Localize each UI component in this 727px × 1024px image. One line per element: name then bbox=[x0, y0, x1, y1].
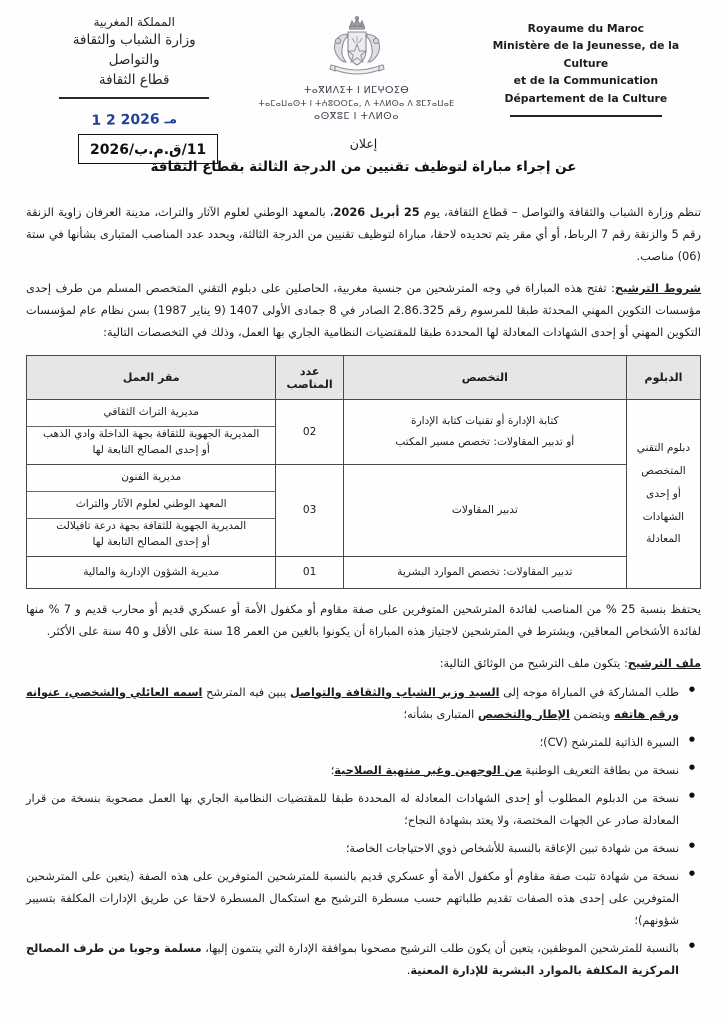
list-item: المديرية الجهوية للثقافة بجهة الداخلة وادي الذهب bbox=[43, 428, 260, 441]
diploma-line-1: دبلوم التقني bbox=[636, 442, 691, 455]
header-kingdom-fr: Royaume du Maroc bbox=[527, 22, 645, 35]
conditions-paragraph bbox=[26, 277, 701, 344]
specialty-line-1: كتابة الإدارة أو تقنيات كتابة الإدارة bbox=[411, 415, 559, 428]
table-cell-diploma bbox=[626, 400, 700, 588]
document-body bbox=[0, 201, 727, 982]
table-cell-specialty: تدبير المقاولات: تخصص الموارد البشرية bbox=[343, 556, 626, 588]
doc-1-bold-1: السيد وزير الشباب والثقافة والتواصل bbox=[290, 685, 500, 699]
list-item bbox=[26, 732, 679, 754]
table-row bbox=[27, 400, 701, 465]
intro-text-before: تنظم وزارة الشباب والثقافة والتواصل – قطاع الثقافة، يوم bbox=[419, 205, 701, 219]
table-cell-location bbox=[27, 400, 276, 465]
doc-6-text: نسخة من شهادة تثبت صفة مقاوم أو مكفول الأمة أو عسكري قديم بالنسبة للمترشحين المتوفرين على هذه الصفة (يتعين على المترشحين المتوفرين على إحدى هذه الصفات تقديم طلباتهم حسب مسطرة الترشيح مع استكمال المسطرة لاحقا عن طريق الإدارات المكلفة بتسيير شؤونهم)؛ bbox=[26, 869, 679, 927]
table-cell-count: 01 bbox=[276, 556, 343, 588]
header-ministry-ar-line2: والتواصل bbox=[108, 51, 160, 68]
doc-7-part-1: بالنسبة للمترشحين الموظفين، يتعين أن يكون طلب الترشيح مصحوبا بموافقة الإدارة التي ينتمون إليها، bbox=[201, 941, 679, 955]
table-row bbox=[27, 465, 701, 557]
page-title: عن إجراء مباراة لتوظيف تقنيين من الدرجة الثالثة بقطاع الثقافة bbox=[150, 159, 577, 175]
list-item bbox=[26, 938, 679, 982]
reference-number-text: 11/ق.م.ب/2026 bbox=[90, 142, 207, 158]
table-header-specialty: التخصص bbox=[343, 356, 626, 400]
document-header bbox=[0, 0, 727, 130]
table-cell-location: مديرية الشؤون الإدارية والمالية bbox=[27, 556, 276, 588]
list-item: أو إحدى المصالح التابعة لها bbox=[92, 444, 210, 457]
conditions-label: شروط الترشيح bbox=[614, 280, 702, 295]
table-header-count-line1: عدد bbox=[299, 364, 320, 378]
doc-1-bold-2: اسمه العائلي والشخصي، عنوانه ورقم هاتفه bbox=[26, 685, 679, 721]
reference-number-box bbox=[78, 134, 218, 164]
list-item: مديرية الفنون bbox=[27, 465, 275, 492]
location-list bbox=[27, 400, 275, 464]
table-cell-specialty: تدبير المقاولات bbox=[343, 465, 626, 557]
doc-3-bold-1: من الوجهين وغير منتهية الصلاحية bbox=[334, 763, 522, 777]
intro-text-after: ، بالمعهد الوطني لعلوم الآثار والتراث، مدينة العرفان زاوية الزنقة رقم 5 والزنقة رقم 7 الرباط، أو أي مقر يتم تحديده لاحقا، مباراة لتوظيف تقنيين من الدرجة الثالثة، ويحدد عدد المناصب المتبارى بشأنها في ستة (06) مناصب. bbox=[26, 205, 701, 264]
doc-1-part-4: المتبارى بشأنه؛ bbox=[403, 707, 478, 721]
stamp-year: 2026 bbox=[120, 111, 160, 128]
doc-1-part-2: يبين فيه المترشح bbox=[202, 685, 291, 699]
morocco-coat-of-arms-icon bbox=[321, 16, 393, 82]
tifinagh-sector: ⴰⵙⴳⵓⵎ ⵏ ⵜⴷⵍⵙⴰ bbox=[314, 111, 400, 123]
header-ministry-fr-line1: Ministère de la Jeunesse, de la Culture bbox=[492, 39, 680, 70]
table-cell-specialty bbox=[343, 400, 626, 465]
positions-table bbox=[26, 355, 701, 588]
list-item bbox=[26, 838, 679, 860]
header-french-divider bbox=[510, 115, 662, 117]
tifinagh-ministry: ⵜⴰⵎⴰⵡⴰⵙⵜ ⵏ ⵜⵄⵓⵔⵔⵎⴰ, ⴷ ⵜⴷⵍⵙⴰ ⴷ ⵓⵎⵢⴰⵡⴰⴹ bbox=[258, 99, 455, 109]
list-item: المعهد الوطني لعلوم الآثار والتراث bbox=[27, 492, 275, 519]
diploma-line-5: المعادلة bbox=[646, 533, 681, 546]
exam-date: 25 أبريل 2026 bbox=[333, 205, 420, 219]
doc-5-text: نسخة من شهادة تبين الإعاقة بالنسبة للأشخاص ذوي الاحتياجات الخاصة؛ bbox=[345, 841, 679, 855]
header-center-block bbox=[242, 14, 470, 125]
list-item: المديرية الجهوية للثقافة بجهة درعة تافيلالت bbox=[56, 519, 247, 532]
intro-paragraph bbox=[26, 201, 701, 268]
header-kingdom-ar: المملكة المغربية bbox=[93, 15, 175, 29]
header-sector-ar: قطاع الثقافة bbox=[98, 71, 170, 88]
reference-title-row bbox=[0, 130, 727, 192]
specialty-line-2: أو تدبير المقاولات: تخصص مسير المكتب bbox=[395, 436, 575, 449]
doc-3-part-2: ؛ bbox=[330, 763, 335, 777]
table-cell-count: 03 bbox=[276, 465, 343, 557]
table-header-count-line2: المناصب bbox=[286, 377, 333, 391]
list-item bbox=[26, 760, 679, 782]
doc-1-part-3: ويتضمن bbox=[569, 707, 614, 721]
header-ministry-ar-line1: وزارة الشباب والثقافة bbox=[72, 32, 196, 49]
doc-4-text: نسخة من الدبلوم المطلوب أو إحدى الشهادات المعادلة له المحددة طبقا للمقتضيات النظامية الجاري بها العمل مصحوبة بنسخة من قرار المعادلة صادر عن الجهات المختصة، ولا يعتد بشهادة النجاح؛ bbox=[26, 791, 679, 827]
list-item bbox=[26, 866, 679, 932]
stamp-month: مـ bbox=[164, 111, 178, 128]
diploma-line-4: الشهادات bbox=[642, 510, 685, 523]
doc-7-part-2: . bbox=[406, 963, 411, 977]
header-department-fr: Département de la Culture bbox=[504, 91, 668, 105]
quota-paragraph: يحتفظ بنسبة 25 % من المناصب لفائدة المترشحين المتوفرين على صفة مقاوم أو مكفول الأمة أو عسكري قديم أو محارب قديم و 7 % منها لفائدة الأشخاص المعاقين، ويشترط في المترشحين لاجتياز هذه المباراة أن يكونوا بالغين من العمر 18 سنة على الأقل و 40 سنة على الأكثر. bbox=[26, 601, 702, 639]
list-item: مديرية التراث الثقافي bbox=[27, 400, 275, 427]
table-header-location: مقر العمل bbox=[27, 356, 276, 400]
table-header-count bbox=[276, 356, 343, 400]
file-section-intro-text: : يتكون ملف الترشيح من الوثائق التالية: bbox=[439, 656, 628, 671]
announcement-label: إعلان bbox=[349, 136, 378, 151]
header-arabic-divider bbox=[59, 97, 209, 99]
table-header-diploma: الدبلوم bbox=[626, 356, 700, 400]
table-header-row bbox=[27, 356, 701, 400]
table-row bbox=[27, 556, 701, 588]
diploma-line-3: أو إحدى bbox=[646, 487, 681, 500]
header-tifinagh-block bbox=[242, 84, 470, 125]
header-french-block bbox=[471, 14, 701, 117]
file-section-intro bbox=[26, 652, 701, 674]
doc-2-text: السيرة الذاتية للمترشح (CV)؛ bbox=[539, 735, 679, 749]
doc-3-part-1: نسخة من بطاقة التعريف الوطنية bbox=[521, 763, 679, 777]
list-item bbox=[26, 788, 679, 832]
stamp-day: 1 2 bbox=[91, 112, 116, 129]
header-ministry-fr-line2: et de la Communication bbox=[513, 74, 659, 88]
list-item bbox=[26, 682, 679, 726]
tifinagh-kingdom: ⵜⴰⴳⵍⴷⵉⵜ ⵏ ⵍⵎⵖⵔⵉⴱ bbox=[304, 85, 410, 96]
table-cell-count: 02 bbox=[276, 400, 343, 465]
header-arabic-block bbox=[26, 14, 242, 128]
list-item: أو إحدى المصالح التابعة لها bbox=[92, 535, 210, 548]
location-list bbox=[27, 465, 275, 556]
diploma-line-2: المتخصص bbox=[641, 464, 686, 477]
stamp-date bbox=[26, 109, 243, 130]
doc-7-bold-1: مسلمة وجوبا من طرف المصالح المركزية المكلفة بالموارد البشرية للإدارة المعنية bbox=[26, 941, 679, 977]
file-section-label: ملف الترشيح bbox=[627, 656, 701, 671]
table-cell-location bbox=[27, 465, 276, 557]
doc-1-part-1: طلب المشاركة في المباراة موجه إلى bbox=[499, 685, 679, 699]
doc-1-bold-3: الإطار والتخصص bbox=[477, 707, 570, 721]
required-documents-list bbox=[26, 682, 701, 982]
conditions-text: : تفتح هذه المباراة في وجه المترشحين من جنسية مغربية، الحاصلين على دبلوم التقني المتخصص المسلم من طرف إحدى مؤسسات التكوين المهني المحدثة طبقا للمرسوم رقم 2.86.325 الصادر في 8 جمادى الأولى 1407 (9 يناير 1987) بسن نظام عام لمؤسسات التكوين المهني أو إحدى الشهادات المعادلة لها المحددة طبقا للمقتضيات النظامية الجاري بها العمل، وذلك في التخصصات التالية: bbox=[26, 280, 701, 340]
